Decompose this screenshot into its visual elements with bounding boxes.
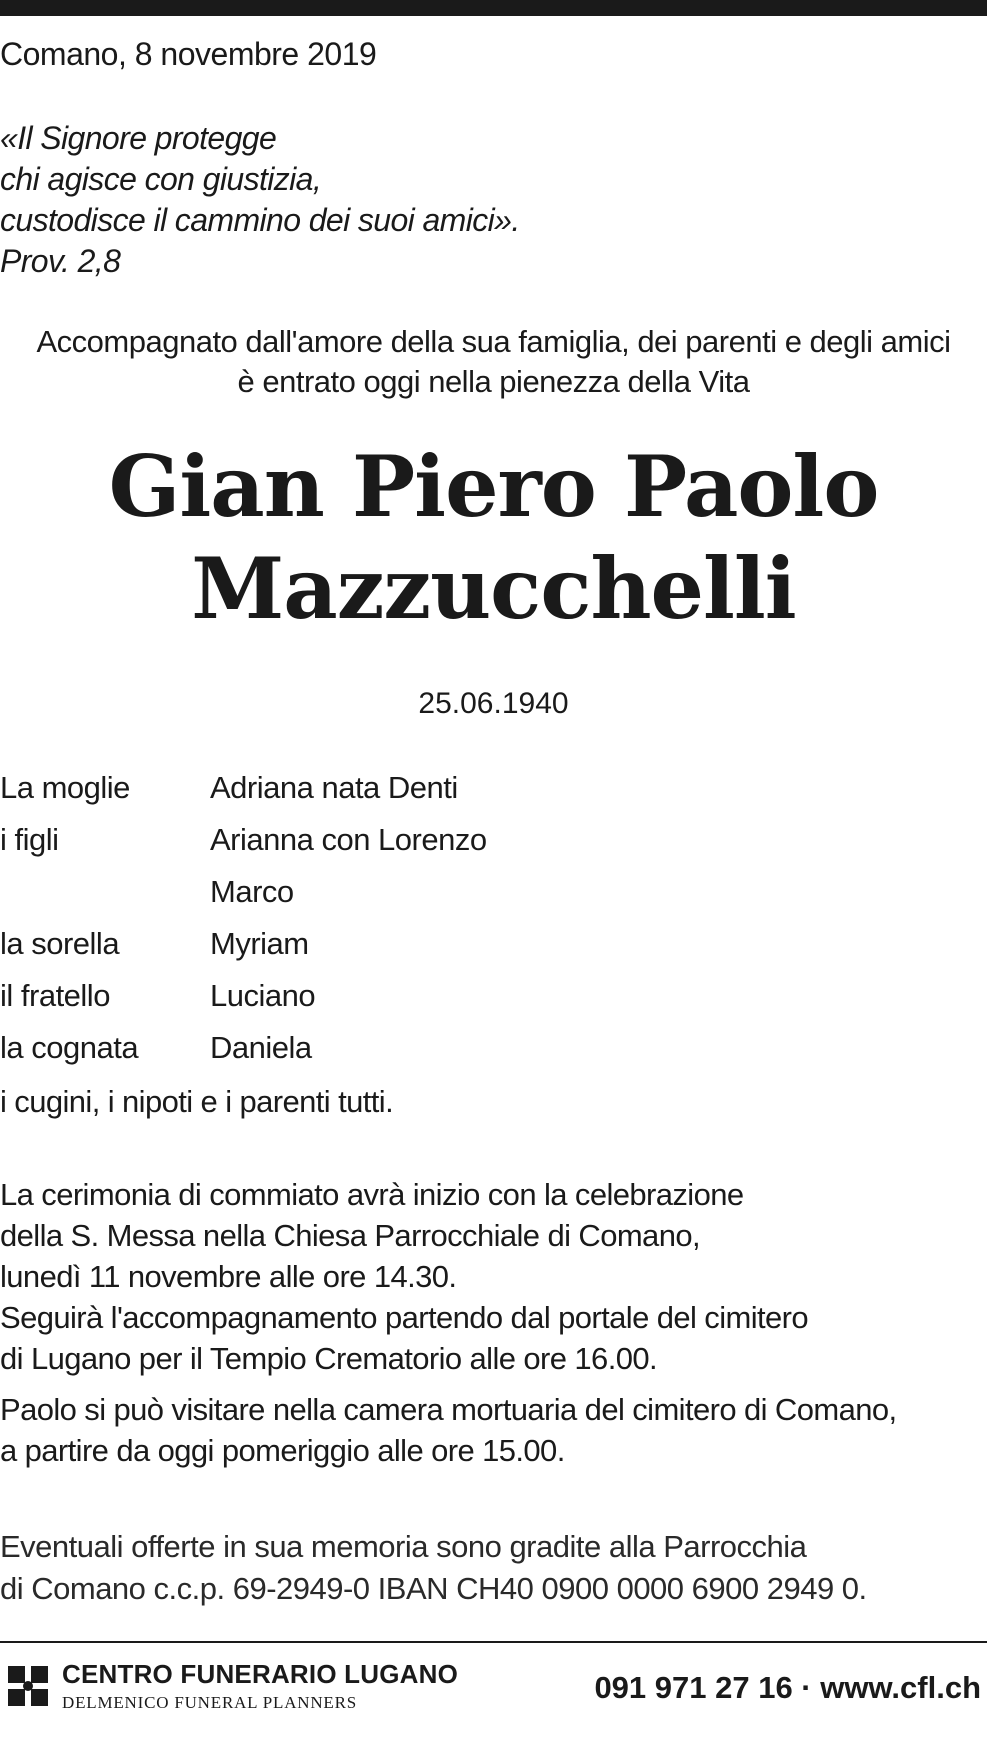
offerings-text (0, 1526, 867, 1610)
top-rule (0, 0, 987, 16)
family-member-name: Marco (210, 874, 294, 909)
quote-line: chi agisce con giustizia, (0, 161, 322, 197)
deceased-name-line: Mazzucchelli (191, 539, 796, 638)
offerings-line: di Comano c.c.p. 69-2949-0 IBAN CH40 0900 0000 6900 2949 0. (0, 1571, 867, 1606)
intro-text (0, 322, 987, 402)
ceremony-line: La cerimonia di commiato avrà inizio con la celebrazione (0, 1177, 744, 1212)
family-relation: il fratello (0, 978, 110, 1013)
family-relation: La moglie (0, 770, 130, 805)
family-relation: i figli (0, 822, 59, 857)
intro-line: Accompagnato dall'amore della sua famiglia, dei parenti e degli amici (36, 324, 951, 359)
family-relation: la cognata (0, 1030, 139, 1065)
ceremony-line: della S. Messa nella Chiesa Parrocchiale di Comano, (0, 1218, 700, 1253)
company-name: CENTRO FUNERARIO LUGANO (62, 1659, 459, 1689)
place-date: Comano, 8 novembre 2019 (0, 36, 377, 72)
family-member-name: Arianna con Lorenzo (210, 822, 487, 857)
family-member-name: Luciano (210, 978, 316, 1013)
bible-quote (0, 118, 520, 282)
visit-line: Paolo si può visitare nella camera mortuaria del cimitero di Comano, (0, 1392, 897, 1427)
deceased-name (0, 436, 987, 640)
ceremony-line: lunedì 11 novembre alle ore 14.30. (0, 1259, 457, 1294)
ceremony-line: di Lugano per il Tempio Crematorio alle ore 16.00. (0, 1341, 657, 1376)
intro-line: è entrato oggi nella pienezza della Vita (237, 364, 750, 399)
offerings-line: Eventuali offerte in sua memoria sono gradite alla Parrocchia (0, 1529, 807, 1564)
company-contact: 091 971 27 16 · www.cfl.ch (594, 1670, 981, 1705)
quote-line: «Il Signore protegge (0, 120, 277, 156)
family-relation: la sorella (0, 926, 120, 961)
visit-text (0, 1389, 897, 1471)
visit-line: a partire da oggi pomeriggio alle ore 15.00. (0, 1433, 565, 1468)
bottom-rule (0, 1641, 987, 1643)
birth-date: 25.06.1940 (418, 687, 569, 720)
family-member-name: Daniela (210, 1030, 312, 1065)
company-subtitle: DELMENICO FUNERAL PLANNERS (62, 1693, 358, 1712)
family-closing: i cugini, i nipoti e i parenti tutti. (0, 1084, 394, 1119)
quote-reference: Prov. 2,8 (0, 243, 121, 279)
ceremony-line: Seguirà l'accompagnamento partendo dal portale del cimitero (0, 1300, 809, 1335)
quote-line: custodisce il cammino dei suoi amici». (0, 202, 520, 238)
ceremony-text (0, 1174, 808, 1379)
family-member-name: Adriana nata Denti (210, 770, 458, 805)
deceased-name-line: Gian Piero Paolo (108, 437, 879, 536)
family-member-name: Myriam (210, 926, 309, 961)
cfl-cross-logo-icon (6, 1664, 50, 1708)
